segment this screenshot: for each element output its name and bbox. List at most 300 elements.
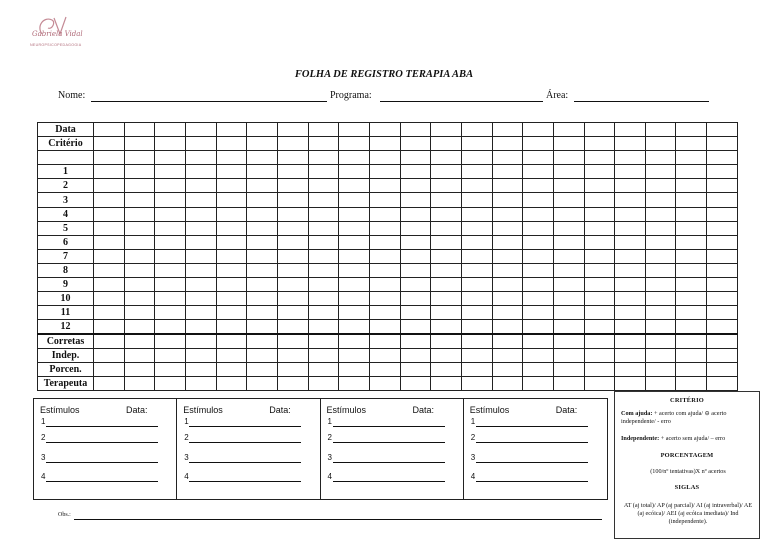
grid-cell[interactable] [584,376,615,390]
grid-cell[interactable] [553,263,584,277]
grid-cell[interactable] [461,278,492,292]
grid-cell[interactable] [247,165,278,179]
grid-cell[interactable] [94,320,125,334]
grid-cell[interactable] [645,292,676,306]
grid-cell[interactable] [155,306,186,320]
grid-cell[interactable] [369,235,400,249]
grid-cell[interactable] [277,193,308,207]
grid-cell[interactable] [94,207,125,221]
grid-cell[interactable] [308,151,339,165]
grid-cell[interactable] [216,362,247,376]
grid-cell[interactable] [277,179,308,193]
grid-cell[interactable] [277,235,308,249]
grid-cell[interactable] [308,193,339,207]
stimulus-line[interactable] [471,433,475,442]
grid-cell[interactable] [124,362,155,376]
grid-cell[interactable] [645,376,676,390]
grid-cell[interactable] [247,376,278,390]
grid-cell[interactable] [124,306,155,320]
grid-cell[interactable] [277,334,308,348]
grid-cell[interactable] [523,278,554,292]
grid-cell[interactable] [400,123,431,137]
grid-cell[interactable] [339,334,370,348]
grid-cell[interactable] [308,165,339,179]
grid-cell[interactable] [339,306,370,320]
grid-cell[interactable] [155,292,186,306]
grid-cell[interactable] [369,179,400,193]
grid-cell[interactable] [523,362,554,376]
grid-cell[interactable] [431,348,462,362]
grid-cell[interactable] [645,320,676,334]
grid-cell[interactable] [369,249,400,263]
grid-cell[interactable] [707,306,738,320]
grid-cell[interactable] [431,376,462,390]
grid-cell[interactable] [400,235,431,249]
grid-cell[interactable] [584,151,615,165]
grid-cell[interactable] [308,263,339,277]
grid-cell[interactable] [553,376,584,390]
grid-cell[interactable] [155,278,186,292]
grid-cell[interactable] [523,320,554,334]
grid-cell[interactable] [492,179,523,193]
grid-cell[interactable] [247,179,278,193]
grid-cell[interactable] [185,278,216,292]
grid-cell[interactable] [645,137,676,151]
grid-cell[interactable] [247,235,278,249]
grid-cell[interactable] [277,263,308,277]
grid-cell[interactable] [431,151,462,165]
grid-cell[interactable] [216,249,247,263]
grid-cell[interactable] [339,320,370,334]
grid-cell[interactable] [584,179,615,193]
grid-cell[interactable] [247,292,278,306]
grid-cell[interactable] [124,207,155,221]
grid-cell[interactable] [94,278,125,292]
grid-cell[interactable] [308,249,339,263]
grid-cell[interactable] [400,179,431,193]
grid-cell[interactable] [615,179,646,193]
grid-cell[interactable] [155,376,186,390]
grid-cell[interactable] [94,137,125,151]
grid-cell[interactable] [431,221,462,235]
grid-cell[interactable] [185,207,216,221]
grid-cell[interactable] [553,123,584,137]
grid-cell[interactable] [523,151,554,165]
grid-cell[interactable] [492,263,523,277]
grid-cell[interactable] [615,263,646,277]
grid-cell[interactable] [277,320,308,334]
grid-cell[interactable] [185,249,216,263]
grid-cell[interactable] [615,306,646,320]
grid-cell[interactable] [707,193,738,207]
grid-cell[interactable] [676,151,707,165]
grid-cell[interactable] [584,235,615,249]
grid-cell[interactable] [369,165,400,179]
grid-cell[interactable] [339,179,370,193]
grid-cell[interactable] [645,221,676,235]
grid-cell[interactable] [492,193,523,207]
grid-cell[interactable] [247,263,278,277]
grid-cell[interactable] [707,263,738,277]
grid-cell[interactable] [645,193,676,207]
grid-cell[interactable] [155,137,186,151]
grid-cell[interactable] [124,278,155,292]
grid-cell[interactable] [615,123,646,137]
grid-cell[interactable] [645,235,676,249]
grid-cell[interactable] [584,249,615,263]
grid-cell[interactable] [461,123,492,137]
grid-cell[interactable] [277,348,308,362]
grid-cell[interactable] [185,123,216,137]
grid-cell[interactable] [155,320,186,334]
grid-cell[interactable] [461,362,492,376]
grid-cell[interactable] [707,278,738,292]
grid-cell[interactable] [216,165,247,179]
grid-cell[interactable] [124,165,155,179]
grid-cell[interactable] [676,137,707,151]
grid-cell[interactable] [461,137,492,151]
grid-cell[interactable] [185,362,216,376]
grid-cell[interactable] [523,179,554,193]
grid-cell[interactable] [247,207,278,221]
grid-cell[interactable] [676,334,707,348]
grid-cell[interactable] [645,306,676,320]
grid-cell[interactable] [124,348,155,362]
grid-cell[interactable] [492,334,523,348]
grid-cell[interactable] [584,320,615,334]
grid-cell[interactable] [676,179,707,193]
grid-cell[interactable] [155,362,186,376]
grid-cell[interactable] [124,320,155,334]
grid-cell[interactable] [155,123,186,137]
grid-cell[interactable] [185,320,216,334]
grid-cell[interactable] [369,292,400,306]
grid-cell[interactable] [94,193,125,207]
grid-cell[interactable] [584,123,615,137]
grid-cell[interactable] [155,249,186,263]
grid-cell[interactable] [615,292,646,306]
grid-cell[interactable] [645,263,676,277]
grid-cell[interactable] [707,165,738,179]
grid-cell[interactable] [553,137,584,151]
grid-cell[interactable] [584,334,615,348]
grid-cell[interactable] [155,263,186,277]
grid-cell[interactable] [369,137,400,151]
grid-cell[interactable] [707,348,738,362]
grid-cell[interactable] [645,151,676,165]
grid-cell[interactable] [431,179,462,193]
grid-cell[interactable] [461,193,492,207]
grid-cell[interactable] [645,278,676,292]
grid-cell[interactable] [216,320,247,334]
grid-cell[interactable] [277,249,308,263]
grid-cell[interactable] [431,334,462,348]
grid-cell[interactable] [369,278,400,292]
grid-cell[interactable] [155,207,186,221]
area-field[interactable] [574,101,709,102]
grid-cell[interactable] [124,179,155,193]
grid-cell[interactable] [124,376,155,390]
grid-cell[interactable] [308,292,339,306]
grid-cell[interactable] [216,278,247,292]
grid-cell[interactable] [308,221,339,235]
grid-cell[interactable] [247,334,278,348]
grid-cell[interactable] [707,376,738,390]
grid-cell[interactable] [431,263,462,277]
grid-cell[interactable] [185,263,216,277]
grid-cell[interactable] [124,137,155,151]
grid-cell[interactable] [615,235,646,249]
grid-cell[interactable] [676,249,707,263]
grid-cell[interactable] [155,193,186,207]
grid-cell[interactable] [492,320,523,334]
grid-cell[interactable] [94,249,125,263]
grid-cell[interactable] [645,207,676,221]
grid-cell[interactable] [492,292,523,306]
grid-cell[interactable] [94,151,125,165]
grid-cell[interactable] [584,263,615,277]
grid-cell[interactable] [94,292,125,306]
grid-cell[interactable] [461,348,492,362]
grid-cell[interactable] [615,165,646,179]
grid-cell[interactable] [676,123,707,137]
grid-cell[interactable] [339,362,370,376]
grid-cell[interactable] [707,207,738,221]
grid-cell[interactable] [216,334,247,348]
grid-cell[interactable] [124,292,155,306]
grid-cell[interactable] [400,292,431,306]
grid-cell[interactable] [707,137,738,151]
grid-cell[interactable] [94,376,125,390]
grid-cell[interactable] [707,362,738,376]
grid-cell[interactable] [492,165,523,179]
grid-cell[interactable] [308,235,339,249]
grid-cell[interactable] [492,235,523,249]
grid-cell[interactable] [185,221,216,235]
grid-cell[interactable] [369,376,400,390]
grid-cell[interactable] [216,292,247,306]
grid-cell[interactable] [369,334,400,348]
grid-cell[interactable] [155,165,186,179]
grid-cell[interactable] [369,320,400,334]
grid-cell[interactable] [707,320,738,334]
grid-cell[interactable] [308,278,339,292]
grid-cell[interactable] [676,320,707,334]
grid-cell[interactable] [461,292,492,306]
stimulus-line[interactable] [328,433,332,442]
grid-cell[interactable] [492,207,523,221]
grid-cell[interactable] [492,137,523,151]
grid-cell[interactable] [185,193,216,207]
grid-cell[interactable] [216,179,247,193]
grid-cell[interactable] [216,193,247,207]
grid-cell[interactable] [308,137,339,151]
grid-cell[interactable] [431,235,462,249]
grid-cell[interactable] [339,193,370,207]
grid-cell[interactable] [553,306,584,320]
grid-cell[interactable] [615,376,646,390]
grid-cell[interactable] [523,235,554,249]
grid-cell[interactable] [553,320,584,334]
grid-cell[interactable] [523,334,554,348]
grid-cell[interactable] [277,165,308,179]
grid-cell[interactable] [615,320,646,334]
grid-cell[interactable] [584,207,615,221]
grid-cell[interactable] [431,137,462,151]
grid-cell[interactable] [523,292,554,306]
grid-cell[interactable] [94,306,125,320]
grid-cell[interactable] [247,123,278,137]
stimulus-line[interactable] [41,417,45,426]
grid-cell[interactable] [185,151,216,165]
grid-cell[interactable] [308,334,339,348]
grid-cell[interactable] [492,348,523,362]
grid-cell[interactable] [124,123,155,137]
grid-cell[interactable] [553,179,584,193]
grid-cell[interactable] [676,376,707,390]
grid-cell[interactable] [584,348,615,362]
grid-cell[interactable] [461,207,492,221]
grid-cell[interactable] [94,165,125,179]
grid-cell[interactable] [431,123,462,137]
grid-cell[interactable] [339,165,370,179]
stimulus-line[interactable] [471,417,475,426]
stimulus-line[interactable] [184,472,188,481]
grid-cell[interactable] [94,235,125,249]
grid-cell[interactable] [492,249,523,263]
grid-cell[interactable] [461,235,492,249]
grid-cell[interactable] [216,207,247,221]
grid-cell[interactable] [247,278,278,292]
grid-cell[interactable] [400,278,431,292]
grid-cell[interactable] [308,306,339,320]
grid-cell[interactable] [645,165,676,179]
grid-cell[interactable] [553,221,584,235]
grid-cell[interactable] [431,278,462,292]
grid-cell[interactable] [707,221,738,235]
grid-cell[interactable] [461,165,492,179]
grid-cell[interactable] [216,137,247,151]
grid-cell[interactable] [676,348,707,362]
stimulus-line[interactable] [328,472,332,481]
grid-cell[interactable] [400,334,431,348]
grid-cell[interactable] [492,151,523,165]
grid-cell[interactable] [523,263,554,277]
grid-cell[interactable] [523,221,554,235]
grid-cell[interactable] [308,320,339,334]
grid-cell[interactable] [492,362,523,376]
grid-cell[interactable] [676,207,707,221]
grid-cell[interactable] [615,348,646,362]
grid-cell[interactable] [369,207,400,221]
grid-cell[interactable] [615,207,646,221]
grid-cell[interactable] [124,235,155,249]
grid-cell[interactable] [369,263,400,277]
grid-cell[interactable] [553,207,584,221]
grid-cell[interactable] [676,362,707,376]
grid-cell[interactable] [523,193,554,207]
grid-cell[interactable] [584,278,615,292]
grid-cell[interactable] [339,235,370,249]
grid-cell[interactable] [308,179,339,193]
grid-cell[interactable] [277,292,308,306]
grid-cell[interactable] [94,334,125,348]
stimulus-line[interactable] [184,453,188,462]
grid-cell[interactable] [124,193,155,207]
grid-cell[interactable] [431,306,462,320]
grid-cell[interactable] [676,165,707,179]
grid-cell[interactable] [645,334,676,348]
grid-cell[interactable] [339,278,370,292]
grid-cell[interactable] [400,362,431,376]
grid-cell[interactable] [339,292,370,306]
grid-cell[interactable] [155,334,186,348]
grid-cell[interactable] [155,235,186,249]
grid-cell[interactable] [339,376,370,390]
grid-cell[interactable] [339,207,370,221]
grid-cell[interactable] [216,221,247,235]
grid-cell[interactable] [676,221,707,235]
grid-cell[interactable] [584,292,615,306]
grid-cell[interactable] [615,137,646,151]
grid-cell[interactable] [339,137,370,151]
grid-cell[interactable] [584,362,615,376]
grid-cell[interactable] [645,249,676,263]
grid-cell[interactable] [155,348,186,362]
obs-field[interactable] [74,519,602,520]
grid-cell[interactable] [492,278,523,292]
grid-cell[interactable] [94,179,125,193]
grid-cell[interactable] [185,235,216,249]
grid-cell[interactable] [461,249,492,263]
grid-cell[interactable] [308,123,339,137]
grid-cell[interactable] [216,306,247,320]
grid-cell[interactable] [676,278,707,292]
grid-cell[interactable] [461,151,492,165]
grid-cell[interactable] [185,179,216,193]
grid-cell[interactable] [400,137,431,151]
grid-cell[interactable] [461,320,492,334]
stimulus-line[interactable] [471,453,475,462]
grid-cell[interactable] [185,334,216,348]
grid-cell[interactable] [339,151,370,165]
nome-field[interactable] [91,101,327,102]
grid-cell[interactable] [645,123,676,137]
grid-cell[interactable] [277,278,308,292]
grid-cell[interactable] [492,221,523,235]
grid-cell[interactable] [400,221,431,235]
grid-cell[interactable] [431,292,462,306]
grid-cell[interactable] [369,151,400,165]
grid-cell[interactable] [707,292,738,306]
grid-cell[interactable] [523,348,554,362]
grid-cell[interactable] [400,207,431,221]
stimulus-line[interactable] [41,433,45,442]
grid-cell[interactable] [400,151,431,165]
stimulus-line[interactable] [328,453,332,462]
grid-cell[interactable] [369,348,400,362]
grid-cell[interactable] [400,348,431,362]
grid-cell[interactable] [216,235,247,249]
stimulus-line[interactable] [41,453,45,462]
stimulus-line[interactable] [41,472,45,481]
grid-cell[interactable] [553,165,584,179]
grid-cell[interactable] [308,348,339,362]
grid-cell[interactable] [247,137,278,151]
grid-cell[interactable] [553,278,584,292]
grid-cell[interactable] [369,123,400,137]
grid-cell[interactable] [553,292,584,306]
